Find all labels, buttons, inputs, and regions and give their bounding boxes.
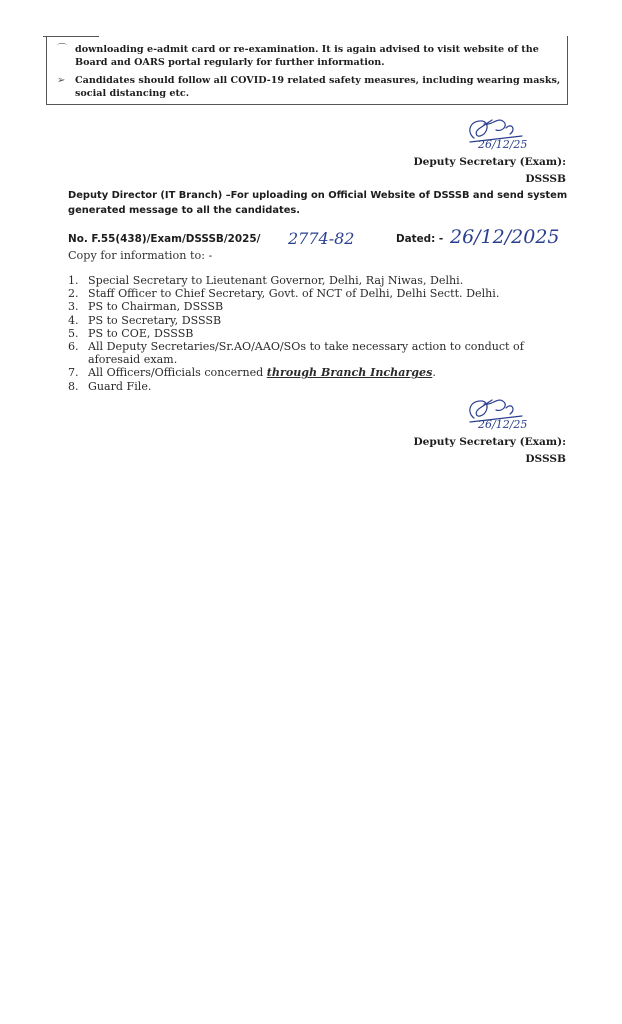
bullet-arrow-icon: ➢ [57, 75, 66, 86]
list-item: 7. All Officers/Officials concerned through Branch Incharges. [68, 366, 436, 380]
dated-label: Dated: - [396, 233, 444, 245]
instruction-text: Candidates should follow all COVID-19 related safety measures, including wearing masks, social distancing etc. [75, 75, 561, 99]
signatory-1-block [413, 154, 566, 188]
handwritten-dispatch-number: 2774-82 [288, 229, 355, 248]
branch-incharges-emphasis: through Branch Incharges [266, 366, 433, 380]
list-item: 4. PS to Secretary, DSSSB [68, 313, 222, 327]
signature-1-image [462, 112, 562, 152]
handwritten-date: 26/12/2025 [450, 226, 560, 248]
signature-1-date: 26/12/25 [478, 138, 528, 151]
signatory-1-title: Deputy Secretary (Exam): [413, 156, 566, 168]
list-item: 8. Guard File. [68, 379, 152, 393]
instruction-item [57, 43, 565, 69]
list-item: 6. All Deputy Secretaries/Sr.AO/AAO/SOs to take necessary action to conduct of aforesaid exam. [68, 340, 524, 367]
instruction-text: downloading e-admit card or re-examination. It is again advised to visit website of the Board and OARS portal regularly for further information. [75, 44, 539, 68]
signatory-1-org: DSSSB [525, 173, 566, 185]
reference-number: No. F.55(438)/Exam/DSSSB/2025/ [68, 233, 261, 245]
signatory-2-block [413, 434, 566, 468]
bullet-icon: ⌒ [57, 44, 67, 55]
list-item: 5. PS to COE, DSSSB [68, 326, 194, 340]
copy-to-label: Copy for information to: - [68, 249, 213, 262]
box-top-border [43, 36, 99, 37]
signature-2-image [462, 392, 562, 432]
signature-2-date: 26/12/25 [478, 418, 528, 431]
signatory-2-org: DSSSB [525, 453, 566, 465]
distribution-list [68, 274, 568, 393]
signatory-2-title: Deputy Secretary (Exam): [413, 436, 566, 448]
deputy-director-instruction: Deputy Director (IT Branch) –For uploading on Official Website of DSSSB and send system generated message to all the candidates. [68, 190, 568, 216]
instructions-box [46, 36, 568, 105]
list-item: 3. PS to Chairman, DSSSB [68, 300, 224, 314]
list-item: 1. Special Secretary to Lieutenant Governor, Delhi, Raj Niwas, Delhi. [68, 274, 464, 287]
instruction-item [57, 74, 565, 100]
list-item: 2. Staff Officer to Chief Secretary, Govt. of NCT of Delhi, Delhi Sectt. Delhi. [68, 287, 500, 301]
